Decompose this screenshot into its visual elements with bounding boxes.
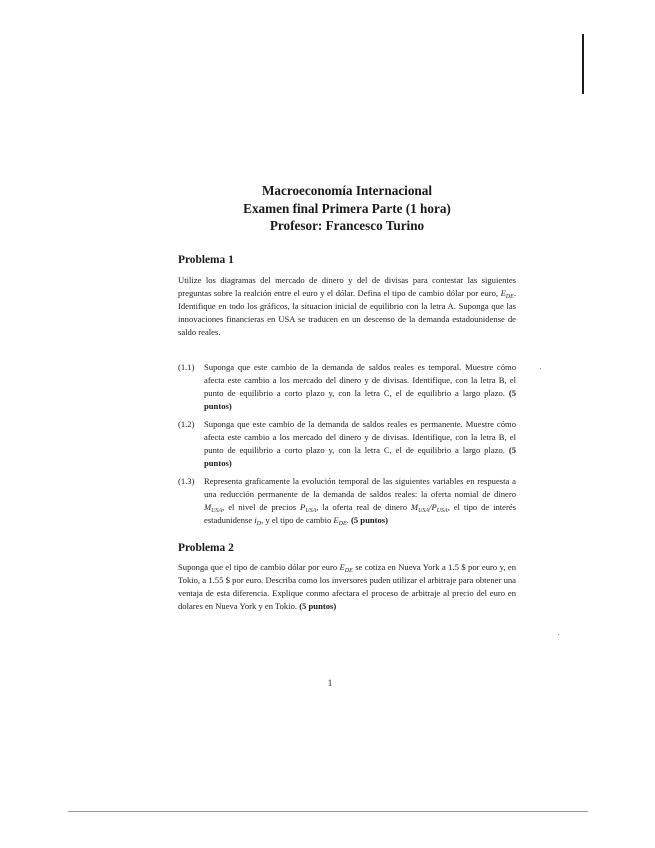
question-text: Suponga que este cambio de la demanda de saldos reales es permanente. Muestre cómo afecta este cambio a los mercado del dinero y de divisas. Identifique, con la letra B, el punto de equilibrio a corto plazo y, con la letra C, el de equilibrio a largo plazo. (5 puntos) <box>204 418 516 468</box>
page-edge-mark <box>582 34 584 94</box>
var-e-de: $E_{DE}$ <box>339 561 353 574</box>
var-m-usa: $M_{USA}$ <box>204 501 223 514</box>
points-label: (5 puntos) <box>204 387 516 411</box>
exam-page <box>178 182 516 613</box>
points-label: (5 puntos) <box>350 514 388 525</box>
var-e-de: $E_{DE}$ <box>500 287 514 300</box>
problem1-heading: Problema 1 <box>178 253 234 266</box>
question-number: (1.2) <box>178 418 195 429</box>
var-e-de: $E_{DE}$ <box>333 514 347 527</box>
question-text: Representa graficamente la evolución temporal de las siguientes variables en respuesta a una reducción permanente de la demanda de saldos reales: la oferta nomial de dinero $M_{USA}$, el nivel de precios $P_{USA}$, la oferta real de dinero $M_{USA}/P_{USA}$, el tipo de interés estadunidense $i_D$, y el tipo de cambio $E_{DE}$. (5 puntos) <box>204 475 516 527</box>
var-m-over-p: $M_{USA}/P_{USA}$ <box>410 501 448 514</box>
problem1-intro: Utilize los diagramas del mercado de dinero y del de divisas para contestar las siguientes preguntas sobre la realción entre el euro y el dólar. Defina el tipo de cambio dólar por euro, $E_{DE}$. Identifique en todo los gráficos, la situacion inicial de equilibrio con la letra A. Suponga que las innovaciones financieras en USA se traducen en un descenso de la demanda estadounidense de saldo reales. <box>178 274 516 337</box>
page-number: 1 <box>327 678 333 688</box>
problem2-heading: Problema 2 <box>178 541 234 554</box>
question-1-2 <box>178 418 516 470</box>
question-number: (1.1) <box>178 361 195 372</box>
question-text: Suponga que este cambio de la demanda de saldos reales es temporal. Muestre cómo afecta este cambio a los mercado del dinero y de divisas. Identifique, con la letra B, el punto de equilibrio a corto plazo y, con la letra C, el de equilibrio a largo plazo. (5 puntos) <box>204 361 516 411</box>
exam-header <box>178 182 516 235</box>
scan-speck <box>540 368 541 369</box>
scan-speck <box>558 634 559 635</box>
var-p-usa: $P_{USA}$ <box>300 501 317 514</box>
var-i-d: $i_D$ <box>254 514 262 527</box>
footer-rule <box>68 811 588 812</box>
question-1-1 <box>178 361 516 413</box>
question-1-3 <box>178 475 516 527</box>
course-title: Macroeconomía Internacional <box>261 183 433 198</box>
professor-line: Profesor: Francesco Turino <box>269 218 425 233</box>
points-label: (5 puntos) <box>299 600 337 611</box>
problem2-text: Suponga que el tipo de cambio dólar por euro $E_{DE}$ se cotiza en Nueva York a 1.5 $ por euro y, en Tokio, a 1.55 $ por euro. Describa como los inversores puden utilizar el arbitraje para obtener una ventaja de esta diferencia. Explique conmo afectara el proceso de arbitraje al precio del euro en dolares en Nueva York y en Tokio. (5 puntos) <box>178 561 516 611</box>
question-number: (1.3) <box>178 475 195 486</box>
exam-title: Examen final Primera Parte (1 hora) <box>243 200 451 216</box>
points-label: (5 puntos) <box>204 444 516 468</box>
